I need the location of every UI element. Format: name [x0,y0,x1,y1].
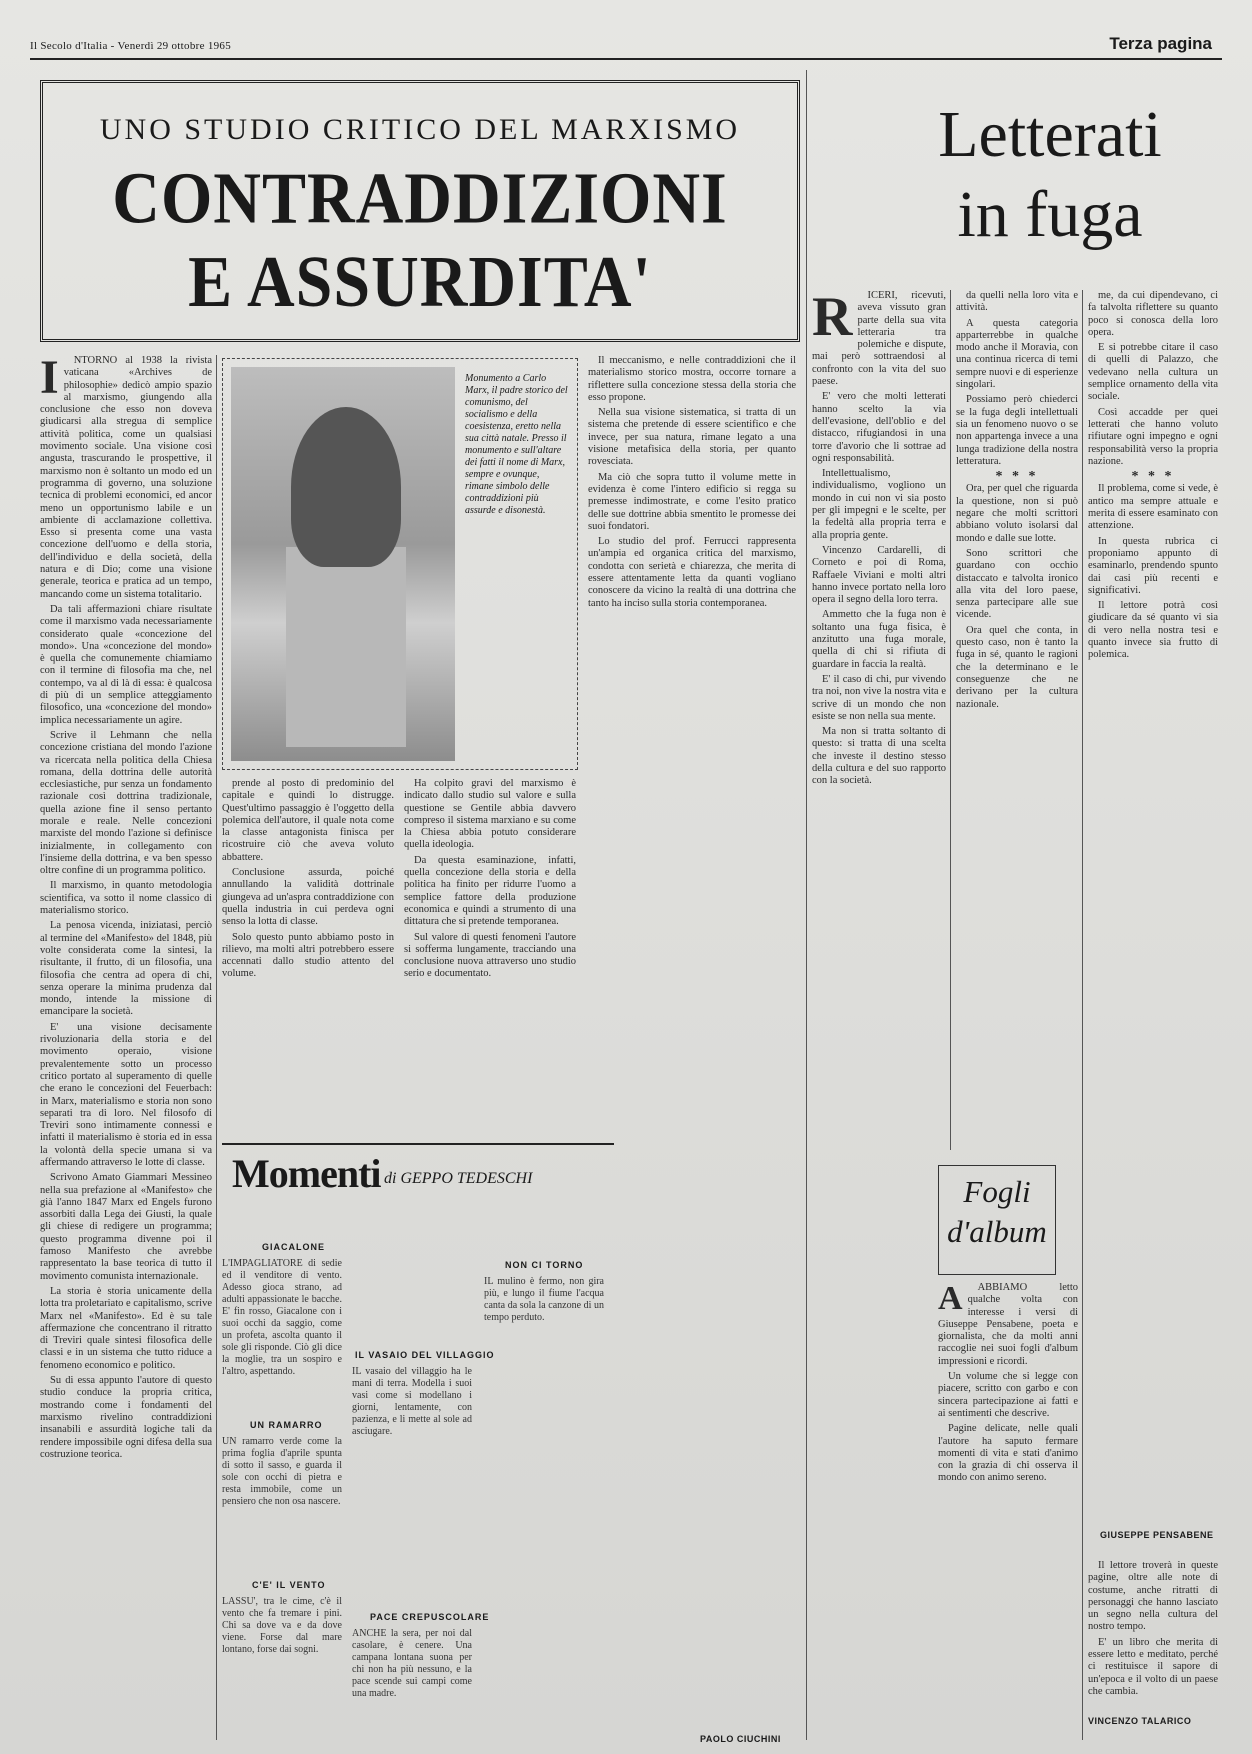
column-rule [216,355,217,1740]
paragraph: Il lettore troverà in queste pagine, oltre alle note di costume, anche ritratti di personaggi che hanno lasciato un segno nella cultura del nostro tempo. [1088,1560,1218,1633]
paragraph: Su di essa appunto l'autore di questo studio conduce la propria critica, mostrando come i fondamenti del marxismo rivelino contraddizioni insanabili e assurdità logiche tali da rendere impossibile ogni difesa della sua costruzione teorica. [40,1375,212,1460]
drop-cap: R [812,290,853,348]
column-rule [950,290,951,1150]
paragraph: ICERI, ricevuti, aveva vissuto gran parte della sua vita letteraria tra polemiche e dispute, mai però sottraendosi al confronto con la vita del suo paese. [812,290,946,388]
poem-title: IL VASAIO DEL VILLAGGIO [355,1350,495,1360]
paragraph: Ma ciò che sopra tutto il volume mette in evidenza è come l'intero edificio si regga su premesse indimostrate, e come l'esito pratico delle sue dottrine abbia smentito le promesse dei suoi fondatori. [588,471,796,532]
fogli-title-line-1: Fogli [963,1174,1031,1209]
side-column-2 [956,290,1078,1150]
paragraph: Sul valore di questi fenomeni l'autore si sofferma lungamente, tracciando una conclusione nuova attraverso uno studio serio e documentato. [404,931,576,980]
poem-text: LASSU', tra le cime, c'è il vento che fa tremare i pini. Chi sa dove va e da dove viene. Forse dal mare lontano, forse dai sogni. [222,1596,342,1655]
column-rule [1082,290,1083,1740]
poem-title: PACE CREPUSCOLARE [370,1612,490,1622]
paragraph: NTORNO al 1938 la rivista vaticana «Archives de philosophie» dedicò ampio spazio al marxismo, giungendo alla conclusione che esso non doveva giudicarsi alla stregua di semplice attività politica, come un qualsiasi movimento sociale. Una visione così angusta, trascurando le prospettive, il marxismo non è soltanto un modo ed un programma di governo, una soluzione tecnica di problemi economici, ed ancor meno un opportunismo labile e un ambiente di acclamazione collettiva. Esso si presenta come una vasta concezione dell'uomo e della storia, dell'individuo e della società, della natura e di Dio; come una visione generale, teorica e pratica ad un tempo, mancando come un sistema totalitario. [40,355,212,600]
paragraph: Vincenzo Cardarelli, di Corneto e poi di Roma, Raffaele Viviani e molti altri hanno invece portato nella loro opera il segno della loro terra. [812,544,946,606]
paragraph: E' il caso di chi, pur vivendo tra noi, non vive la nostra vita e scrive di un mondo che non esiste se non nella sua mente. [812,673,946,722]
headline [43,157,797,324]
photo-frame [222,358,578,770]
side-title-line-2: in fuga [957,178,1143,251]
paragraph: Il marxismo, in quanto metodologia scientifica, va sotto il nome classico di materialismo storico. [40,880,212,917]
side-column-1 [812,290,946,1740]
side-article-title [880,95,1220,255]
section-label: Terza pagina [1109,34,1212,53]
fogli-column-2 [1088,1560,1218,1710]
poem-text: L'IMPAGLIATORE di sedie ed il venditore di vento. Adesso gioca strano, ad adulti appassionate le bacche. E' fin rosso, Giacalone con i suoi occhi da saggio, come un profeta, ascolta quanto il sole gli risponde. Ciò gli dice la moglie, tra un sospiro e l'altro, aspettando. [222,1258,342,1377]
fogli-title-line-2: d'album [947,1214,1047,1249]
paragraph: Scrivono Amato Giammari Messineo nella sua prefazione al «Manifesto» che già l'anno 1847 Marx ed Engels furono assorbiti dalla Lega dei Giusti, la quale gli chiese di redigere un programma; questo programma divenne poi il famoso Manifesto che avrebbe rappresentato la base teorica di tutto il movimento comunista internazionale. [40,1172,212,1282]
headline-line-2: E ASSURDITA' [188,242,652,323]
headline-box [40,80,800,342]
poem-text: ANCHE la sera, per noi dal casolare, è cenere. Una campana lontana suona per chi non ha più nessuno, e la pace scende sui campi come una madre. [352,1628,472,1699]
paragraph: E si potrebbe citare il caso di quelli di Palazzo, che vedevano nella cultura un semplice ornamento della vita sociale. [1088,342,1218,403]
article-column-1 [40,355,212,1740]
monument-plinth [286,547,406,747]
paragraph: Sono scrittori che guardano con occhio distaccato e talvolta ironico alla vita del loro paese, senza partecipare alle sue vicende. [956,547,1078,621]
header-rule [30,58,1222,60]
main-article-signature: PAOLO CIUCHINI [700,1734,781,1744]
paragraph: Nella sua visione sistematica, si tratta di un sistema che pretende di essere scientifico e che invece, per sua natura, rimane legato a una visione metafisica della storia, per quanto rovesciata. [588,407,796,468]
paragraph: La storia è storia unicamente della lotta tra proletariato e capitalismo, scrive Marx nel «Manifesto». Ed è su tale affermazione che concentrano il ritratto di Treviri quale sintesi filosofica delle classi e in un sistema che tutto riduce a fenomeno economico e politico. [40,1285,212,1371]
paragraph: Conclusione assurda, poiché annullando la validità dottrinale giungeva ad un'aspra contraddizione con quella industria in cui perdeva ogni senso la lotta di classe. [222,867,394,928]
drop-cap: I [40,355,59,404]
momenti-title: Momenti [232,1151,381,1196]
paragraph: prende al posto di predominio del capitale e quindi lo distrugge. Quest'ultimo passaggio è l'oggetto della polemica dell'autore, il quale nota come la classe antagonista finisca per ricostruire ciò che aveva voluto abbattere. [222,778,394,863]
paragraph: E' una visione decisamente rivoluzionaria della storia e del movimento operaio, visione prevalentemente sotto un processo critico portato al superamento di quelle che erano le concezioni del Feuerbach: in Marx, materialismo e storia non sono separati tra di loro. Nel filosofo di Treviri sono intimamente connessi e infatti il materialismo è storia ed in essa la volontà della specie umana si va affermando attraverso le lotte di classe. [40,1021,212,1168]
side-column-3 [1088,290,1218,1520]
side-title-line-1: Letterati [938,98,1162,171]
paragraph: Ora quel che conta, in questo caso, non è tanto la fuga in sé, quanto le ragioni che la determinano e le conseguenze che ne derivano per la cultura nazionale. [956,624,1078,710]
paragraph: da quelli nella loro vita e attività. [956,290,1078,314]
section-break: * * * [995,469,1039,485]
paragraph: Ammetto che la fuga non è soltanto una fuga fisica, è anzitutto una fuga morale, quella di chi si rifiuta di guardare in faccia la realtà. [812,609,946,670]
article-column-5 [588,355,796,1725]
paragraph: Così accadde per quei letterati che hanno voluto rifiutare ogni impegno e ogni responsabilità verso la propria nazione. [1088,406,1218,467]
momenti-byline: di GEPPO TEDESCHI [384,1170,533,1187]
article-column-4 [404,778,576,1136]
paragraph: Ora, per quel che riguarda la questione, non si può negare che molti scrittori abbiano voluto isolarsi dal mondo e dalle sue lotte. [956,483,1078,544]
paragraph: Scrive il Lehmann che nella concezione cristiana del mondo l'azione va ricercata nella politica della Chiesa romana, della dottrina delle autorità ecclesiastiche, pur senza un fondamento razionale così dottrina tradizionale, quella azione fine il senso pertanto morale e reale. Nelle concezioni marxiste del mondo l'azione si definisce inizialmente, in collegamento con l'insieme della dottrina, e va ben spesso oltre confine di un programma politico. [40,729,212,877]
masthead-date: Il Secolo d'Italia - Venerdì 29 ottobre 1965 [30,40,232,52]
headline-line-1: CONTRADDIZIONI [112,158,728,239]
poem-title: C'E' IL VENTO [252,1580,326,1590]
paragraph: Pagine delicate, nelle quali l'autore ha saputo fermare momenti di vita e stati d'animo con la grazia di chi osserva il mondo con animo sereno. [938,1423,1078,1484]
paragraph: Da tali affermazioni chiare risultate come il marxismo vada necessariamente considerato quale «concezione del mondo». Una «concezione del mondo» è quella che comunemente chiamiamo con il termine di filosofia ma che, nel contempo, va al di là di essa: è qualcosa di più di un semplice atteggiamento filosofico, una «concezione del mondo» implica necessariamente un agire. [40,603,212,726]
article-column-3 [222,778,394,1136]
poem-text: IL vasaio del villaggio ha le mani di terra. Modella i suoi vasi come si modellano i giorni, lentamente, con pazienza, e li mette al sole ad asciugare. [352,1366,472,1437]
paragraph: ABBIAMO letto qualche volta con interesse i versi di Giuseppe Pensabene, poeta e giornalista, che da molti anni raccoglie nei suoi fogli d'album impressioni e ricordi. [938,1282,1078,1367]
marx-bust [291,407,401,567]
photo-caption: Monumento a Carlo Marx, il padre storico del comunismo, del socialismo e della coesistenza, eretto nella sua città natale. Presso il monumento e sull'altare dei fatti il nome di Marx, sempre e ovunque, rimane simbolo delle contraddizioni più assurde e disonestà. [465,373,568,516]
paragraph: A questa categoria apparterrebbe in qualche modo anche il Moravia, con una continua ricerca di temi sempre nuovi e di esperienze singolari. [956,317,1078,391]
paragraph: Intellettualismo, individualismo, vogliono un mondo in cui non vi sia posto per gli impegni e le scelte, per la fedeltà alla propria terra e alla propria gente. [812,468,946,541]
paragraph: E' un libro che merita di essere letto e meditato, perché ci restituisce il sapore di un'epoca e il volto di un paese che cambia. [1088,1636,1218,1697]
column-rule [806,70,807,1740]
paragraph: Ma non si tratta soltanto di questo: si tratta di una scelta che investe il destino stesso della cultura e del suo rapporto con la società. [812,726,946,787]
poem-text: UN ramarro verde come la prima foglia d'aprile spunta di sotto il sasso, e guarda il sole con occhi di pietra e resta immobile, come un pensiero che non osa nascere. [222,1436,342,1507]
drop-cap: A [938,1282,963,1317]
paragraph: La penosa vicenda, iniziatasi, perciò al termine del «Manifesto» del 1848, più volte considerata come la sintesi, la risultante, il frutto, di un filosofia, una filosofia che centra ad opera di chi, senza operare la minima prudenza dal mondo, intende la missione di emancipare la società. [40,920,212,1018]
poem-text: IL mulino è fermo, non gira più, e lungo il fiume l'acqua canta da sola la canzone di un tempo perduto. [484,1276,604,1323]
paragraph: me, da cui dipendevano, ci fa talvolta riflettere su quanto poco si conosca della loro opera. [1088,290,1218,338]
marx-monument-photo [231,367,455,761]
paragraph: Il problema, come si vede, è antico ma sempre attuale e merita di essere esaminato con attenzione. [1088,483,1218,532]
fogli-signature: VINCENZO TALARICO [1088,1716,1192,1726]
paragraph: Da questa esaminazione, infatti, quella concezione della storia e della politica ha finito per ridurre l'uomo a semplice fattore della produzione economica e quindi a strumento di una dittatura che si pretende temporanea. [404,854,576,928]
fogli-title [942,1172,1052,1252]
paragraph: Possiamo però chiederci se la fuga degli intellettuali sia un fenomeno nuovo o se non appartenga invece a una lunga tradizione della nostra letteratura. [956,394,1078,467]
paragraph: In questa rubrica ci proponiamo appunto di esaminarlo, prendendo spunto dai casi più recenti e significativi. [1088,535,1218,596]
fogli-column-1 [938,1282,1078,1737]
paragraph: E' vero che molti letterati hanno scelto la via dell'evasione, dell'oblio e del distacco, rifugiandosi in una torre d'avorio che li sottrae ad ogni responsabilità. [812,391,946,464]
paragraph: Solo questo punto abbiamo posto in rilievo, ma molti altri potrebbero essere accennati dallo studio attento del volume. [222,931,394,980]
poem-title: UN RAMARRO [250,1420,323,1430]
paragraph: Il lettore potrà così giudicare da sé quanto vi sia di vero nella nostra tesi e quanto invece sia frutto di polemica. [1088,600,1218,661]
paragraph: Lo studio del prof. Ferrucci rappresenta un'ampia ed organica critica del marxismo, condotta con serietà e chiarezza, che merita di essere attentamente letta da quanti vogliano conoscere da vicino la realtà di una dottrina che tanto ha inciso sulla storia contemporanea. [588,536,796,609]
section-break: * * * [1131,469,1175,485]
paragraph: Il meccanismo, e nelle contraddizioni che il materialismo storico mostra, occorre tornare a riflettere sulla concezione stessa della storia che esso propone. [588,355,796,403]
poem-title: NON CI TORNO [505,1260,584,1270]
paragraph: Un volume che si legge con piacere, scritto con garbo e con sincera partecipazione ai fatti e ai sentimenti che descrive. [938,1371,1078,1419]
kicker: UNO STUDIO CRITICO DEL MARXISMO [99,113,741,146]
poem-title: GIACALONE [262,1242,325,1252]
paragraph: Ha colpito gravi del marxismo è indicato dallo studio sul valore e sulla questione se Gentile abbia davvero compreso il sistema marxiano e su come la Chiesa abbia potuto considerare quella ideologia. [404,778,576,851]
side-article-signature: GIUSEPPE PENSABENE [1100,1530,1214,1540]
